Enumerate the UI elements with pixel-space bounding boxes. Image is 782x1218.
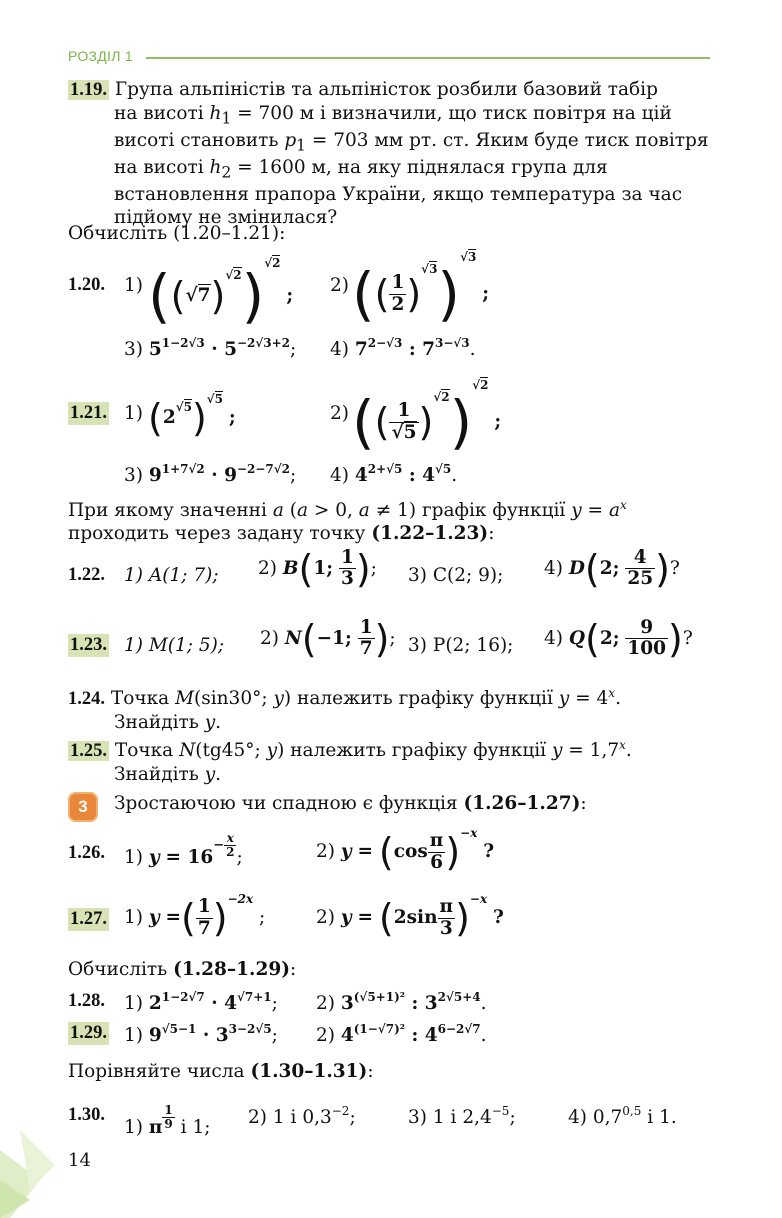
problem-number: 1.26. [68,843,105,863]
difficulty-level-badge: 3 [68,792,98,822]
item-2: 2) $4^{(1-√7)^2}$ : $4^{6-2√7}$. [316,1022,487,1046]
problem-number: 1.19. [70,80,107,100]
problem-number: 1.25. [70,741,107,762]
item-2: 2) N(−1; $\frac{1}{7}$ ); [260,616,396,661]
item-2: 2) y = (2sin $\frac{\pi}{3}$ )$^{-x}$ ? [316,892,504,940]
problem-number: 1.29. [68,1022,109,1045]
page-number: 14 [68,1150,91,1171]
problem-1-24: 1.24. Точка M(sin30°; y) належить графіку функції $y = 4^x$. Знайдіть y. [68,686,621,734]
item-3: 3) C(2; 9); [408,565,504,586]
item-1: 1) A(1; 7); [124,565,219,586]
item-1-expr: $(2^{√5})^{√5}$ ; [148,392,236,440]
header-rule [146,57,710,59]
problem-number: 1.23. [68,634,109,657]
instruction-calc-1: Обчисліть (1.20–1.21): [68,223,286,244]
item-2-expr: (( $\frac{1}{√5}$ )$^{√2}$)$^{√2}$ ; [352,378,502,456]
item-1-label: 1) [124,275,143,296]
item-4: 4) D(2; $\frac{4}{25}$ )? [544,546,680,591]
problem-1-19: 1.19. Група альпіністів та альпіністок розбили базовий табір на висоті $h_1 = 700$ м і визначили, що тиск повітря на цій висоті становить $p_1 = 703$ мм рт. ст. Яким буде тиск повітря на висоті $h_2 = 1600$ м, на яку піднялася група для встановлення прапора України, якщо температура за час підйому не змінилася? [68,78,712,229]
item-1: 1) $9^{√5-1} \cdot 3^{3-2√5}$; [124,1022,278,1046]
item-4: 4) $7^{2-√3}$ : $7^{3-√3}$. [330,336,476,360]
item-3: 3) P(2; 16); [408,635,514,656]
item-2: 2) B(1; $\frac{1}{3}$ ); [258,546,377,591]
corner-decoration [0,1120,80,1218]
item-2-expr: (( $\frac{1}{2}$ )$^{√3}$)$^{√3}$ ; [352,250,490,328]
item-3: 3) 1 і $2,4^{-5}$; [408,1104,516,1128]
instruction-graph: При якому значенні a (a > 0, a ≠ 1) графік функції $y = a^x$ проходить через задану точку (1.22–1.23): [68,498,627,545]
section-label: РОЗДІЛ 1 [68,48,134,64]
problem-number: 1.21. [68,402,109,425]
item-2: 2) 1 і $0,3^{-2}$; [248,1104,356,1128]
problem-number: 1.30. [68,1105,105,1125]
item-1: 1) y =( $\frac{1}{7}$ )$^{-2x}$ ; [124,892,266,940]
item-2: 2) y = (cos $\frac{\pi}{6}$ )$^{-x}$ ? [316,826,495,874]
item-4: 4) $4^{2+√5}$ : $4^{√5}$. [330,462,458,486]
instruction-compare: Порівняйте числа (1.30–1.31): [68,1061,374,1082]
item-1: 1) π $^{\frac{1}{9}}$ і 1; [124,1103,211,1139]
item-2: 2) $3^{(√5+1)^2}$ : $3^{2√5+4}$. [316,990,487,1014]
item-1-label: 1) [124,403,143,424]
instruction-calc-2: Обчисліть (1.28–1.29): [68,959,297,980]
item-2-label: 2) [330,403,349,424]
section-header [68,44,710,64]
problem-1-25: 1.25. Точка N(tg45°; y) належить графіку функції $y = 1,7^x$. Знайдіть y. [70,738,632,786]
item-1: 1) $y = 16^{- \frac{x}{2}}$ ; [124,831,243,869]
problem-number: 1.24. [68,689,105,710]
problem-text: на висоті $h_1 = 700$ м і визначили, що тиск повітря на цій висоті становить $p_1 = 703$ мм рт. ст. Яким буде тиск повітря на висоті $h_2 = 1600$ м, на яку піднялася група для встановлення прапора України, якщо температура за час підйому не змінилася? [114,103,709,229]
problem-number: 1.28. [68,991,105,1011]
problem-number: 1.27. [68,908,109,931]
problem-number: 1.22. [68,565,105,585]
item-4: 4) Q(2; $\frac{9}{100}$ )? [544,616,693,661]
item-1-expr: $((√7)^{√2})^{√2}$ ; [148,256,294,330]
item-4: 4) 0,7$^{0,5}$ і 1. [568,1104,677,1128]
instruction-monotonic: Зростаючою чи спадною є функція (1.26–1.27): [114,793,587,814]
item-1: 1) $2^{1-2√7} \cdot 4^{√7+1}$; [124,990,278,1014]
item-3: 3) $9^{1+7√2} \cdot 9^{-2-7√2}$; [124,462,297,486]
problem-number: 1.20. [68,275,105,295]
item-3: 3) $5^{1-2√3} \cdot 5^{-2√3+2}$; [124,336,297,360]
item-1: 1) M(1; 5); [124,635,225,656]
item-2-label: 2) [330,275,349,296]
